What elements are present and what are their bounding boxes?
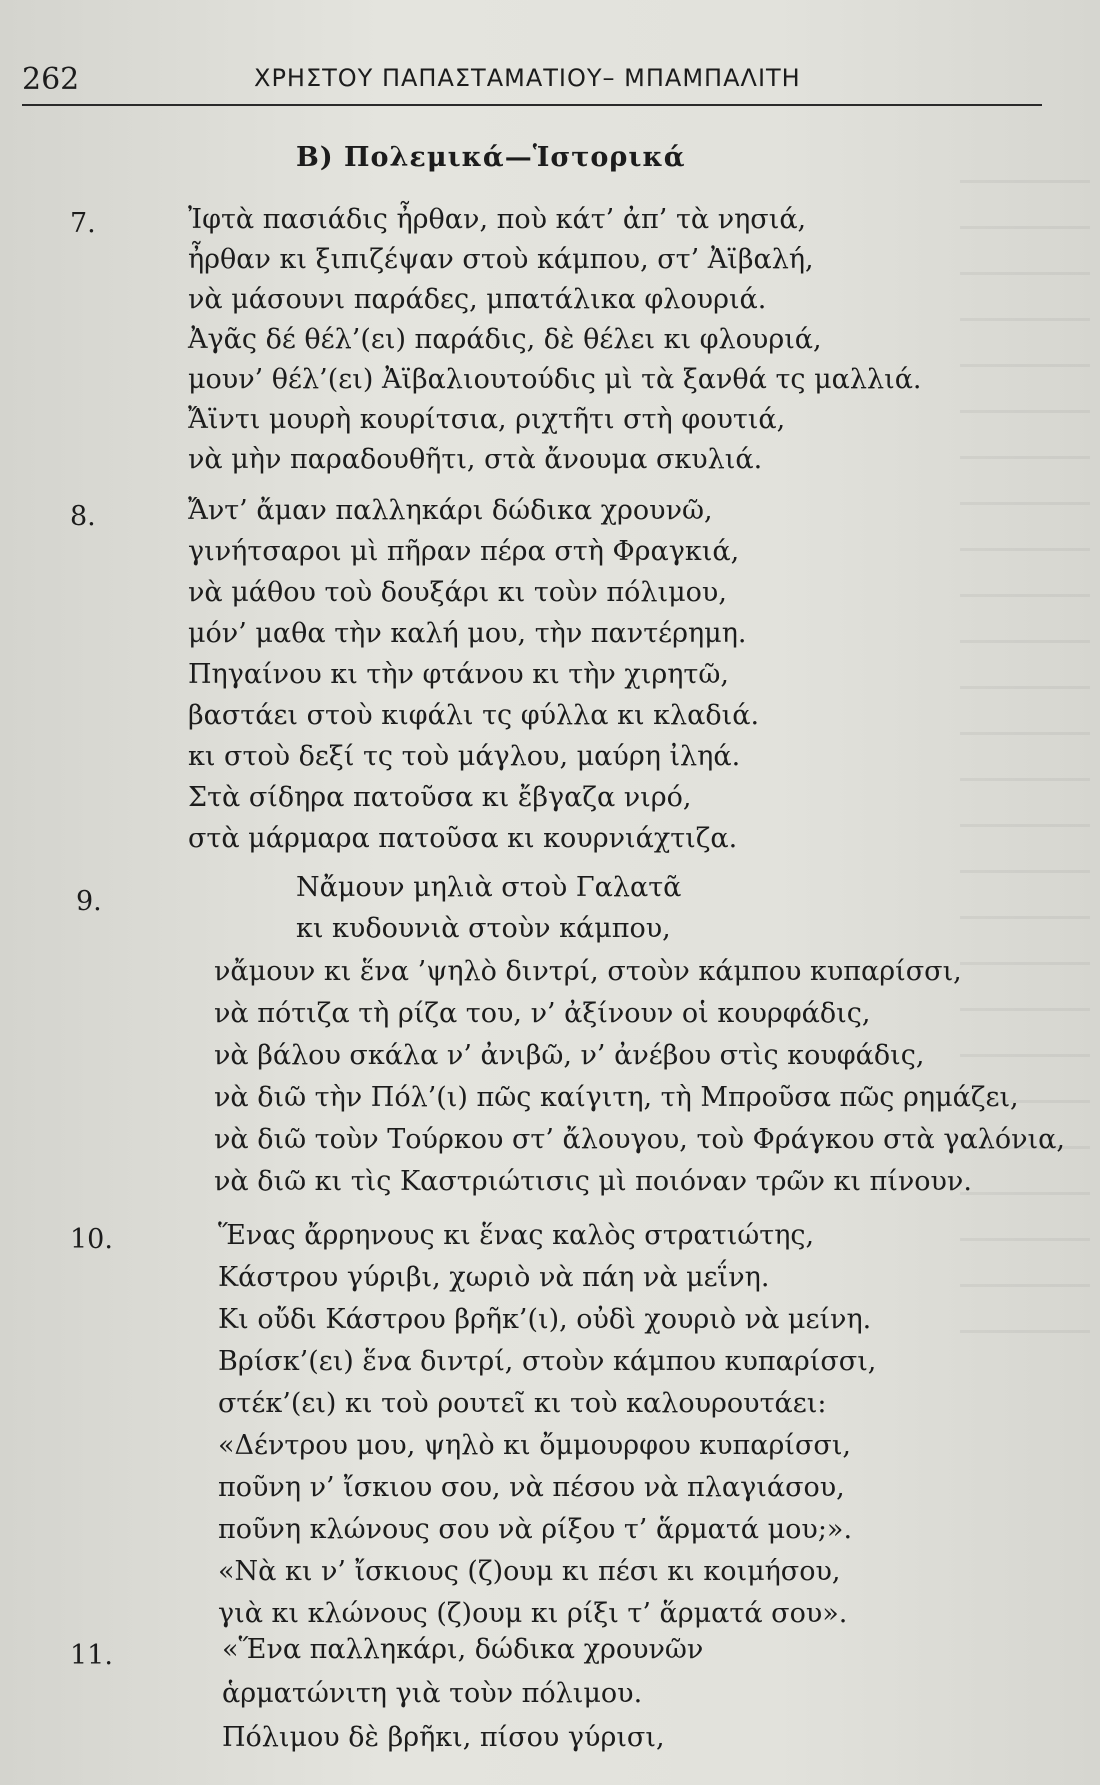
verse-line: γιὰ κι κλώνους (ζ)ουμ κι ρίξι τ’ ἅρματά σου». xyxy=(218,1598,848,1629)
verse-line: «Νὰ κι ν’ ἴσκιους (ζ)ουμ κι πέσι κι κοιμήσου, xyxy=(218,1556,841,1587)
section-heading: Β) Πολεμικά—Ἱστορικά xyxy=(296,142,686,173)
verse-line: «Δέντρου μου, ψηλὸ κι ὄμμουρφου κυπαρίσσι, xyxy=(218,1430,852,1461)
verse-line: νὰ μάσουνι παράδες, μπατάλικα φλουριά. xyxy=(188,284,767,315)
verse-line: Κι οὔδι Κάστρου βρῆκ’(ι), οὐδὶ χουριὸ νὰ μείνη. xyxy=(218,1304,872,1335)
verse-line: Νἄμουν μηλιὰ στοὺ Γαλατᾶ xyxy=(296,872,682,903)
verse-line: ποῦνη κλώνους σου νὰ ρίξου τ’ ἅρματά μου;». xyxy=(218,1514,853,1545)
verse-line: στὰ μάρμαρα πατοῦσα κι κουρνιάχτιζα. xyxy=(188,823,738,854)
verse-line: ποῦνη ν’ ἴσκιου σου, νὰ πέσου νὰ πλαγιάσου, xyxy=(218,1472,845,1503)
verse-line: βαστάει στοὺ κιφάλι τς φύλλα κι κλαδιά. xyxy=(188,700,760,731)
verse-line: νἄμουν κι ἕνα ’ψηλὸ διντρί, στοὺν κάμπου κυπαρίσσι, xyxy=(214,956,962,987)
verse-line: γινήτσαροι μὶ πῆραν πέρα στὴ Φραγκιά, xyxy=(188,536,740,567)
verse-line: ἁρματώνιτη γιὰ τοὺν πόλιμου. xyxy=(222,1678,643,1709)
header-rule xyxy=(22,104,1042,106)
verse-line: νὰ πότιζα τὴ ρίζα του, ν’ ἀξίνουν οἱ κουρφάδις, xyxy=(214,998,871,1029)
poem-number: 11. xyxy=(70,1640,113,1671)
verse-line: νὰ διῶ κι τὶς Καστριώτισις μὶ ποιόναν τρῶν κι πίνουν. xyxy=(214,1166,972,1197)
verse-line: Στὰ σίδηρα πατοῦσα κι ἔβγαζα νιρό, xyxy=(188,782,692,813)
verse-line: μόν’ μαθα τὴν καλή μου, τὴν παντέρημη. xyxy=(188,618,747,649)
verse-line: νὰ μάθου τοὺ δουξάρι κι τοὺν πόλιμου, xyxy=(188,577,727,608)
poem-number: 10. xyxy=(70,1224,113,1255)
verse-line: νὰ βάλου σκάλα ν’ ἀνιβῶ, ν’ ἀνέβου στὶς κουφάδις, xyxy=(214,1040,925,1071)
verse-line: Ἄντ’ ἄμαν παλληκάρι δώδικα χρουνῶ, xyxy=(188,495,713,526)
running-title: ΧΡΗΣΤΟΥ ΠΑΠΑΣΤΑΜΑΤΙΟΥ– ΜΠΑΜΠΑΛΙΤΗ xyxy=(254,64,801,92)
verse-line: Ἀγᾶς δέ θέλ’(ει) παράδις, δὲ θέλει κι φλουριά, xyxy=(188,324,822,355)
verse-line: μουν’ θέλ’(ει) Ἀϊβαλιουτούδις μὶ τὰ ξανθά τς μαλλιά. xyxy=(188,364,922,395)
verse-line: ἦρθαν κι ξιπιζέψαν στοὺ κάμπου, στ’ Ἀϊβαλή, xyxy=(188,244,814,275)
verse-line: κι κυδουνιὰ στοὺν κάμπου, xyxy=(296,913,671,944)
verse-line: Κάστρου γύριβι, χωριὸ νὰ πάη νὰ μεΐνη. xyxy=(218,1262,770,1293)
verse-line: Ἕνας ἄρρηνους κι ἕνας καλὸς στρατιώτης, xyxy=(218,1220,815,1251)
poem-number: 9. xyxy=(76,886,102,917)
verse-line: κι στοὺ δεξί τς τοὺ μάγλου, μαύρη ἰληά. xyxy=(188,741,741,772)
verse-line: Πόλιμου δὲ βρῆκι, πίσου γύρισι, xyxy=(222,1722,665,1753)
verse-line: Ἰφτὰ πασιάδις ἦρθαν, ποὺ κάτ’ ἀπ’ τὰ νησιά, xyxy=(188,204,807,235)
verse-line: Βρίσκ’(ει) ἕνα διντρί, στοὺν κάμπου κυπαρίσσι, xyxy=(218,1346,877,1377)
poem-number: 8. xyxy=(70,501,96,532)
running-head xyxy=(22,58,1042,98)
poem-number: 7. xyxy=(70,208,96,239)
verse-line: Ἄϊντι μουρὴ κουρίτσια, ριχτῆτι στὴ φουτιά, xyxy=(188,404,786,435)
verse-line: «Ἕνα παλληκάρι, δώδικα χρουνῶν xyxy=(222,1634,704,1665)
verse-line: νὰ μὴν παραδουθῆτι, στὰ ἄνουμα σκυλιά. xyxy=(188,444,763,475)
verse-line: νὰ διῶ τὴν Πόλ’(ι) πῶς καίγιτη, τὴ Μπροῦσα πῶς ρημάζει, xyxy=(214,1082,1019,1113)
page-number: 262 xyxy=(22,62,80,97)
verse-line: νὰ διῶ τοὺν Τούρκου στ’ ἄλουγου, τοὺ Φράγκου στὰ γαλόνια, xyxy=(214,1124,1065,1155)
bleed-through-shadow xyxy=(960,150,1090,1350)
verse-line: στέκ’(ει) κι τοὺ ρουτεῖ κι τοὺ καλουρουτάει: xyxy=(218,1388,827,1419)
verse-line: Πηγαίνου κι τὴν φτάνου κι τὴν χιρητῶ, xyxy=(188,659,729,690)
